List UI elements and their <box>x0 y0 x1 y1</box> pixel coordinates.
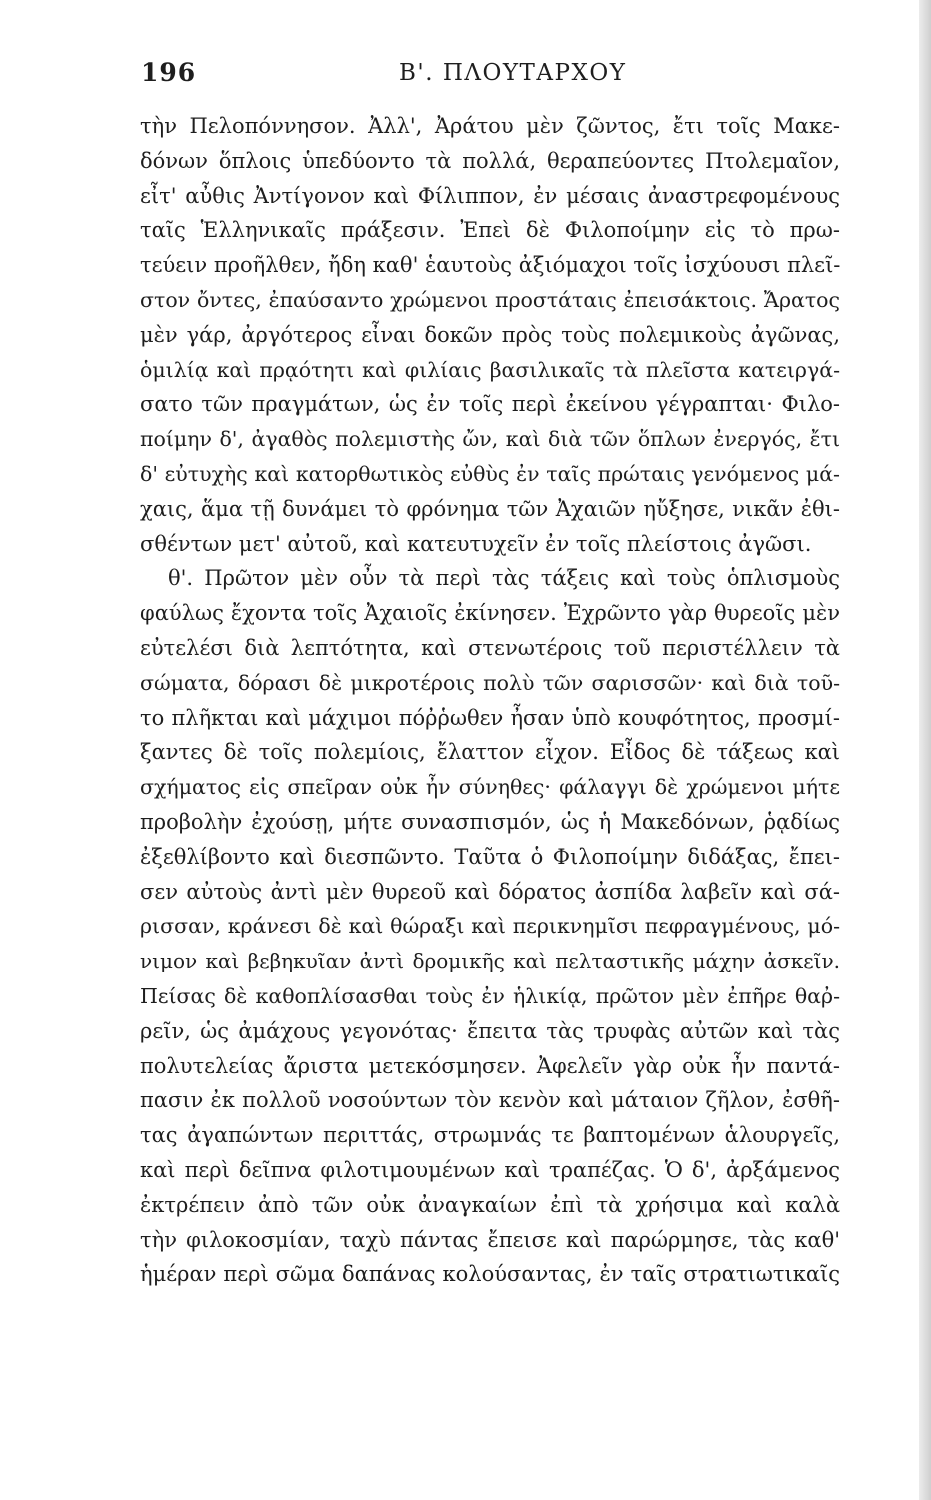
text-line: στον ὄντες, ἐπαύσαντο χρώμενοι προστάταις ἐπεισάκτοις. Ἄρατος <box>140 287 840 312</box>
text-line: φαύλως ἔχοντα τοῖς Ἀχαιοῖς ἐκίνησεν. Ἐχρῶντο γὰρ θυρεοῖς μὲν <box>140 601 840 626</box>
text-line: εἶτ' αὖθις Ἀντίγονον καὶ Φίλιππον, ἐν μέσαις ἀναστρεφομένους <box>140 183 840 208</box>
page-number: 196 <box>141 58 197 87</box>
text-line: σατο τῶν πραγμάτων, ὡς ἐν τοῖς περὶ ἐκείνου γέγραπται· Φιλο- <box>140 392 840 417</box>
text-line: Πείσας δὲ καθοπλίσασθαι τοὺς ἐν ἡλικίᾳ, πρῶτον μὲν ἐπῆρε θαῤ- <box>140 983 840 1008</box>
text-line: πασιν ἐκ πολλοῦ νοσούντων τὸν κενὸν καὶ μάταιον ζῆλον, ἐσθῆ- <box>140 1088 840 1113</box>
text-line: δόνων ὅπλοις ὑπεδύοντο τὰ πολλά, θεραπεύοντες Πτολεμαῖον, <box>140 148 840 173</box>
text-line: χαις, ἅμα τῇ δυνάμει τὸ φρόνημα τῶν Ἀχαιῶν ηὔξησε, νικᾶν ἐθι- <box>140 496 840 521</box>
running-head: Β'. ΠΛΟΥΤΑΡΧΟΥ <box>399 60 627 86</box>
page-edge-shadow <box>919 0 931 1500</box>
text-line: το πλῆκται καὶ μάχιμοι πόῤῥωθεν ἦσαν ὑπὸ κουφότητος, προσμί- <box>140 705 840 730</box>
text-line: τας ἀγαπώντων περιττάς, στρωμνάς τε βαπτομένων ἁλουργεῖς, <box>140 1123 840 1148</box>
body-text <box>140 109 840 1292</box>
text-line: δ' εὐτυχὴς καὶ κατορθωτικὸς εὐθὺς ἐν ταῖς πρώταις γενόμενος μά- <box>140 461 840 486</box>
text-line: προβολὴν ἐχούσῃ, μήτε συνασπισμόν, ὡς ἡ Μακεδόνων, ῥᾳδίως <box>140 809 840 834</box>
text-line: ρεῖν, ὡς ἀμάχους γεγονότας· ἔπειτα τὰς τρυφὰς αὐτῶν καὶ τὰς <box>140 1018 840 1043</box>
text-line: σθέντων μετ' αὐτοῦ, καὶ κατευτυχεῖν ἐν τοῖς πλείστοις ἀγῶσι. <box>140 531 812 556</box>
text-line: ἐξεθλίβοντο καὶ διεσπῶντο. Ταῦτα ὁ Φιλοποίμην διδάξας, ἔπει- <box>140 844 840 869</box>
text-line: ἐκτρέπειν ἀπὸ τῶν οὐκ ἀναγκαίων ἐπὶ τὰ χρήσιμα καὶ καλὰ <box>140 1192 840 1217</box>
text-line: πολυτελείας ἄριστα μετεκόσμησεν. Ἀφελεῖν γὰρ οὐκ ἦν παντά- <box>140 1053 840 1078</box>
text-line: τεύειν προῆλθεν, ἤδη καθ' ἑαυτοὺς ἀξιόμαχοι τοῖς ἰσχύουσι πλεῖ- <box>140 253 841 278</box>
text-line: τὴν φιλοκοσμίαν, ταχὺ πάντας ἔπεισε καὶ παρώρμησε, τὰς καθ' <box>140 1227 840 1252</box>
text-line: ρισσαν, κράνεσι δὲ καὶ θώραξι καὶ περικνημῖσι πεφραγμένους, μό- <box>140 914 840 939</box>
text-line: ἡμέραν περὶ σῶμα δαπάνας κολούσαντας, ἐν ταῖς στρατιωτικαῖς <box>140 1262 840 1287</box>
text-line: εὐτελέσι διὰ λεπτότητα, καὶ στενωτέροις τοῦ περιστέλλειν τὰ <box>140 635 840 660</box>
text-line: ὁμιλίᾳ καὶ πρᾳότητι καὶ φιλίαις βασιλικαῖς τὰ πλεῖστα κατειργά- <box>140 357 840 382</box>
text-line: σχήματος εἰς σπεῖραν οὐκ ἦν σύνηθες· φάλαγγι δὲ χρώμενοι μήτε <box>140 775 840 800</box>
text-line: σώματα, δόρασι δὲ μικροτέροις πολὺ τῶν σαρισσῶν· καὶ διὰ τοῦ- <box>140 670 840 695</box>
text-line: ποίμην δ', ἀγαθὸς πολεμιστὴς ὤν, καὶ διὰ τῶν ὅπλων ἐνεργός, ἔτι <box>140 427 840 452</box>
text-line: σεν αὐτοὺς ἀντὶ μὲν θυρεοῦ καὶ δόρατος ἀσπίδα λαβεῖν καὶ σά- <box>140 879 840 904</box>
text-line: νιμον καὶ βεβηκυῖαν ἀντὶ δρομικῆς καὶ πελταστικῆς μάχην ἀσκεῖν. <box>140 949 840 974</box>
text-line: ξαντες δὲ τοῖς πολεμίοις, ἔλαττον εἶχον. Εἶδος δὲ τάξεως καὶ <box>140 740 840 765</box>
text-line: τὴν Πελοπόννησον. Ἀλλ', Ἀράτου μὲν ζῶντος, ἔτι τοῖς Μακε- <box>140 114 840 138</box>
text-line: ταῖς Ἑλληνικαῖς πράξεσιν. Ἐπεὶ δὲ Φιλοποίμην εἰς τὸ πρω- <box>140 218 840 243</box>
text-line: μὲν γάρ, ἀργότερος εἶναι δοκῶν πρὸς τοὺς πολεμικοὺς ἀγῶνας, <box>140 322 840 347</box>
section-start-line: θ'. Πρῶτον μὲν οὖν τὰ περὶ τὰς τάξεις καὶ τοὺς ὁπλισμοὺς <box>168 566 840 591</box>
text-line: καὶ περὶ δεῖπνα φιλοτιμουμένων καὶ τραπέζας. Ὁ δ', ἀρξάμενος <box>140 1157 840 1182</box>
